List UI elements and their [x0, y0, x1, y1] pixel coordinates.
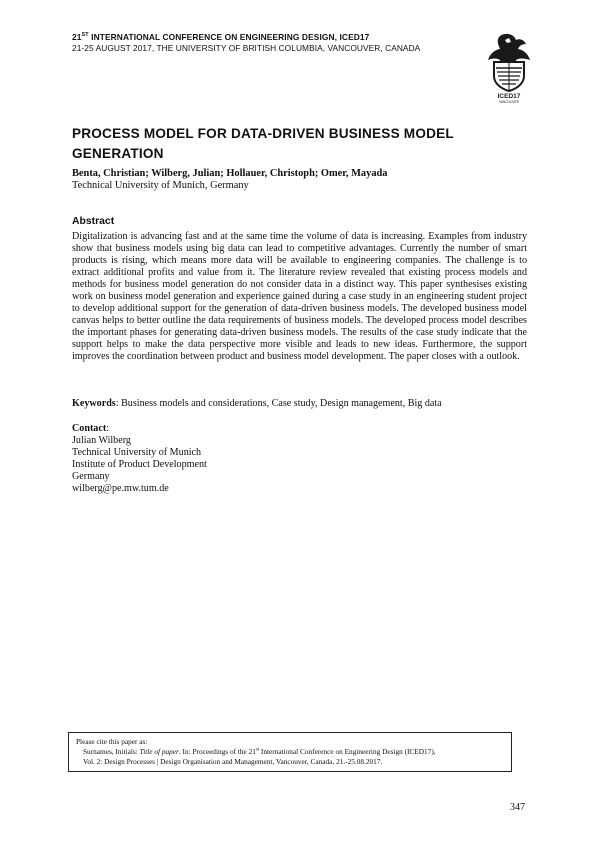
citation-line-2: Vol. 2: Design Processes | Design Organisation and Management, Vancouver, Canada, 21.-25.08.2017.: [83, 757, 383, 766]
keywords-text: : Business models and considerations, Case study, Design management, Big data: [115, 398, 442, 409]
contact-line: Institute of Product Development: [72, 459, 207, 470]
conference-title: 21ST INTERNATIONAL CONFERENCE ON ENGINEERING DESIGN, ICED17: [72, 32, 370, 42]
keywords-label: Keywords: [72, 398, 116, 409]
conference-venue: 21-25 AUGUST 2017, THE UNIVERSITY OF BRITISH COLUMBIA, VANCOUVER, CANADA: [72, 43, 421, 53]
keywords: [72, 398, 532, 410]
contact-heading: Contact:: [72, 423, 110, 434]
citation-intro: Please cite this paper as:: [76, 737, 148, 746]
contact-line: Germany: [72, 471, 110, 482]
citation-line-1: Surnames, Initials: Title of paper. In: Proceedings of the 21st International Conference on Engineering Design (ICED17),: [83, 747, 436, 756]
svg-text:ICED17: ICED17: [497, 93, 521, 100]
paper-title: PROCESS MODEL FOR DATA-DRIVEN BUSINESS MODEL GENERATION: [72, 126, 454, 161]
paper-authors: Benta, Christian; Wilberg, Julian; Hollauer, Christoph; Omer, Mayada: [72, 168, 388, 179]
contact-line: Technical University of Munich: [72, 447, 202, 458]
paper-affiliation: Technical University of Munich, Germany: [72, 180, 249, 191]
contact-block: [72, 423, 372, 495]
iced17-logo: [486, 32, 532, 104]
contact-line: Julian Wilberg: [72, 435, 131, 446]
abstract-heading: Abstract: [72, 216, 115, 227]
abstract-body: Digitalization is advancing fast and at the same time the volume of data is increasing. Examples from industry show that business models using big data can lead to competitive advantages. Currently the number of smart products is rising, which means more data will be available to engineering companies. The challenge is to extract additional profits and value from it. The literature review revealed that existing process models and methods for business model generation do not consider data in a distinct way. This paper synthesises existing work on business model generation and experience gained during a case study in an engineering student project to develop additional support for the generation of data-driven business models. The developed business model canvas helps to better outline the data requirements of business models. The developed process model describes the important phases for generating data-driven business models. The results of the case study indicate that the support helps to make the data perspective more visible and leads to new ideas. Furthermore, the support improves the coordination between product and business model development. The paper closes with a outlook.: [72, 231, 527, 362]
contact-email: wilberg@pe.mw.tum.de: [72, 483, 169, 494]
conference-header: [72, 32, 492, 54]
page-number: 347: [510, 802, 525, 813]
svg-text:VANCOUVER: VANCOUVER: [499, 100, 519, 104]
citation-box: [68, 732, 512, 772]
